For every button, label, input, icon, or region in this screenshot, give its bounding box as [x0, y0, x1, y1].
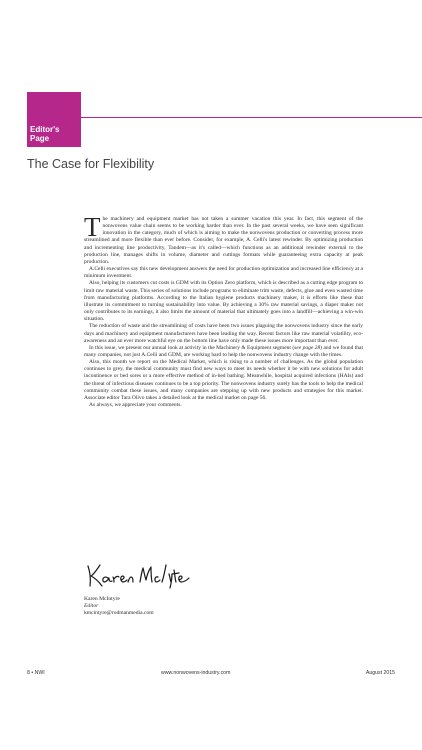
drop-cap: T: [84, 212, 101, 242]
signature-block: [84, 596, 154, 617]
page-reference: see page 28: [294, 344, 321, 351]
paragraph-2: A.Celli executives say this new development answers the need for production optimization and increased line efficiency at a minimum investment.: [84, 266, 363, 280]
paragraph-5: In this issue, we present our annual look at activity in the Machinery & Equipment segment (see page 28) and we found that many companies, not just A.Celli and GDM, are working hard to help the nonwovens industry change with the times.: [84, 344, 364, 358]
editor-name: Karen McIntyre: [84, 596, 120, 602]
handwritten-signature: [84, 560, 194, 590]
footer-issue-date: August 2015: [365, 670, 395, 676]
editor-email: kmcintyre@rodmanmedia.com: [84, 610, 154, 616]
header-rule: [81, 117, 422, 118]
footer-page-info: 8 • NWI: [27, 670, 45, 676]
footer-website: www.nonwovens-industry.com: [161, 670, 231, 676]
tab-label: [30, 126, 59, 143]
tab-label-line1: Editor's: [30, 125, 60, 134]
paragraph-4: The reduction of waste and the streamlining of costs have been two issues plaguing the nonwovens industry since the early days and machinery and equipment manufacturers have been leading the way. Recent factors like raw material volatility, eco-awareness and an ever more watchful eye on the bottom line have only made these issues more important than ever.: [84, 323, 363, 344]
paragraph-3: Also, helping its customers cut costs is GDM with its Option Zero platform, which is described as a cutting edge program to limit raw material waste. This series of solutions include programs to eliminate trim waste, defects, glue and even wasted time from manufacturing platforms. According to the Italian hygiene products machinery maker, it is efforts like these that illustrate its commitment to turning sustainability into value. By achieving a 30% raw material savings, a diaper maker not only contributes to its earnings, it also limits the amount of material that ultimately goes into a landfill—achieving a win-win situation.: [84, 280, 363, 323]
tab-label-line2: Page: [30, 133, 50, 143]
article-body: [84, 212, 364, 409]
editors-page-tab: [27, 92, 81, 147]
paragraph-7: As always, we appreciate your comments.: [89, 402, 182, 409]
paragraph-1: The machinery and equipment market has not taken a summer vacation this year. In fact, this segment of the nonwovens value chain seems to be working harder than ever. In the past several weeks, we have seen significant innovation in the category, much of which is aiming to make the nonwovens production or converting process more streamlined and more flexible than ever before. Consider, for example, A. Celli's latest rewinder. By optimizing production and incrementing line productivity, Tandem—as it's called—which functions as an additional rewinder external to the production line, manages shifts in volume, diameter and cuttings formats while guaranteeing extra capacity at peak production.: [84, 212, 363, 265]
article-title: The Case for Flexibility: [27, 157, 155, 171]
editor-title: Editor: [84, 603, 99, 609]
paragraph-6: Also, this month we report on the Medical Market, which is rising to a number of challenges. As the global population continues to grey, the medical community must find new ways to meet its needs whether it be with new solutions for adult incontinence or bed sores or a more effective method of in-bed bathing. Meanwhile, hospital acquired infections (HAIs) and the threat of infectious diseases continues to be a top priority. The nonwovens industry surely has the tools to help the medical community combat these issues, and many companies are stepping up with new products and strategies for this market. Associate editor Tara Olivo takes a detailed look at the medical market on page 56.: [84, 359, 363, 401]
